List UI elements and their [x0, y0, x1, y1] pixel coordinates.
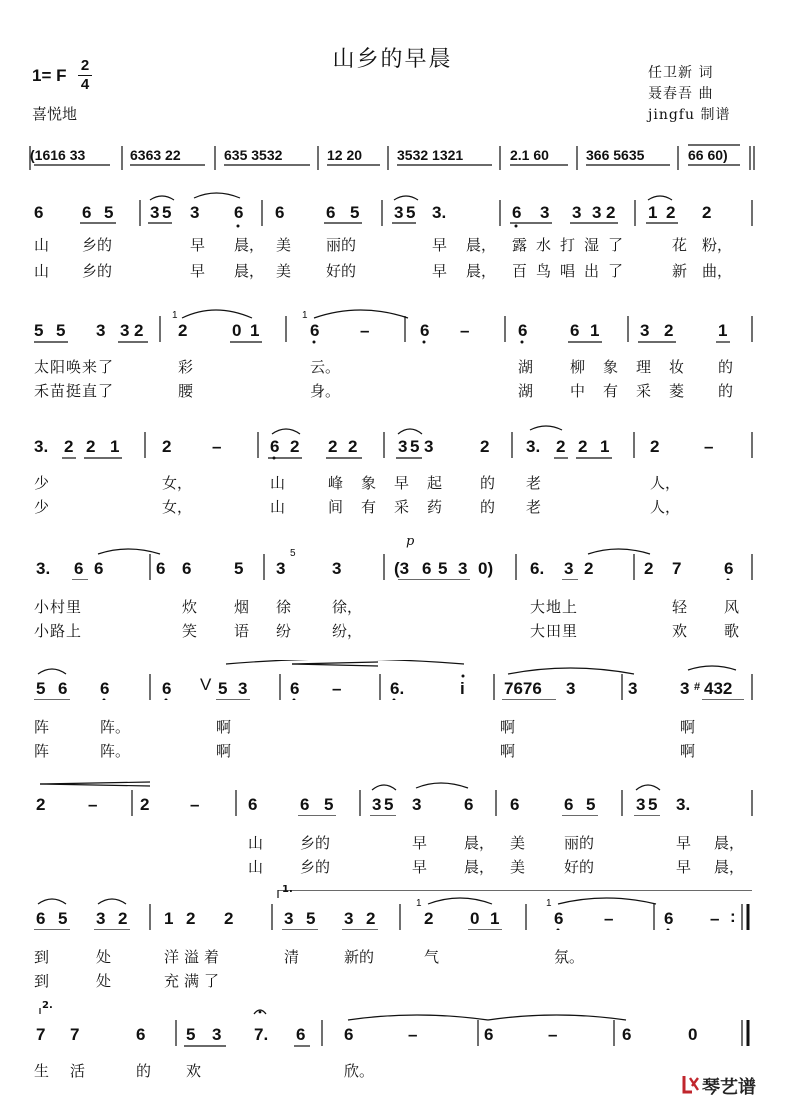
- time-signature-bottom: 4: [80, 76, 90, 93]
- svg-text:i: i: [460, 679, 465, 698]
- svg-text:635 3532: 635 3532: [224, 147, 283, 163]
- svg-text:(3: (3: [394, 559, 410, 578]
- time-signature: [78, 58, 92, 93]
- svg-text:2: 2: [328, 437, 338, 456]
- arranger-credit: jingfu 制谱: [648, 107, 731, 123]
- svg-text:–: –: [704, 437, 714, 456]
- svg-text:6: 6: [36, 909, 46, 928]
- svg-text:1: 1: [718, 321, 728, 340]
- svg-text:3: 3: [344, 909, 354, 928]
- svg-text:7.: 7.: [254, 1025, 269, 1044]
- row-3-lyrics-verse-1: 少 女， 山 峰象早起 的 老 人，: [34, 474, 681, 492]
- svg-text:6: 6: [34, 203, 44, 222]
- svg-text:2: 2: [140, 795, 150, 814]
- svg-text:1: 1: [416, 898, 422, 909]
- svg-text:1: 1: [250, 321, 260, 340]
- svg-text:5: 5: [648, 795, 658, 814]
- row-8-lyrics-verse-1: 生 活 的 欢 欣。: [34, 1062, 375, 1080]
- svg-text:–: –: [88, 795, 98, 814]
- svg-text:–: –: [212, 437, 222, 456]
- row-7-lyrics-verse-2: 到 处 充满了: [34, 972, 225, 990]
- svg-text:5: 5: [104, 203, 114, 222]
- svg-text:3: 3: [212, 1025, 222, 1044]
- svg-text:3: 3: [372, 795, 382, 814]
- svg-text:3: 3: [398, 437, 408, 456]
- svg-text:6: 6: [94, 559, 104, 578]
- intro-notation: [0, 140, 785, 180]
- svg-text:3: 3: [238, 679, 248, 698]
- svg-text:3: 3: [564, 559, 574, 578]
- svg-text:3.: 3.: [676, 795, 691, 814]
- svg-text:–: –: [460, 321, 470, 340]
- row-2-lyrics-verse-1: 太阳唤来了 彩 云。 湖 柳象理妆 的: [34, 358, 734, 376]
- svg-text:6: 6: [464, 795, 474, 814]
- svg-text:0: 0: [688, 1025, 698, 1044]
- svg-text:3: 3: [424, 437, 434, 456]
- row-4-notation: [0, 540, 785, 580]
- key-signature: 1= F: [32, 66, 67, 85]
- svg-text:6.: 6.: [390, 679, 405, 698]
- svg-text:3: 3: [628, 679, 638, 698]
- row-5-lyrics-verse-2: 阵 阵。 啊 啊 啊: [34, 742, 696, 760]
- svg-text:6: 6: [512, 203, 522, 222]
- svg-text:2: 2: [556, 437, 566, 456]
- svg-text:3: 3: [96, 321, 106, 340]
- score-row-3: [0, 420, 785, 516]
- svg-text:432: 432: [704, 679, 733, 698]
- svg-text:6: 6: [296, 1025, 306, 1044]
- row-7-notation: [0, 890, 785, 930]
- svg-text:2: 2: [650, 437, 660, 456]
- svg-text:3: 3: [150, 203, 160, 222]
- svg-text:2: 2: [162, 437, 172, 456]
- svg-text:–: –: [710, 909, 720, 928]
- row-6-lyrics-verse-2: 山 乡的 早 晨， 美 好的 早 晨，: [248, 858, 745, 876]
- row-8-notation: [0, 1008, 785, 1048]
- svg-text:5: 5: [384, 795, 394, 814]
- svg-text:6: 6: [420, 321, 430, 340]
- svg-text:2: 2: [86, 437, 96, 456]
- svg-text:V: V: [200, 675, 212, 694]
- row-5-notation: [0, 660, 785, 700]
- row-6-lyrics-verse-1: 山 乡的 早 晨， 美 丽的 早 晨，: [248, 834, 745, 852]
- svg-text:5: 5: [586, 795, 596, 814]
- svg-text:3: 3: [592, 203, 602, 222]
- svg-text:–: –: [332, 679, 342, 698]
- svg-text:7: 7: [672, 559, 682, 578]
- row-1-notation: [0, 190, 785, 230]
- svg-text:1: 1: [164, 909, 174, 928]
- svg-text:6: 6: [664, 909, 674, 928]
- svg-text:5: 5: [186, 1025, 196, 1044]
- svg-text:3.: 3.: [432, 203, 447, 222]
- svg-text:3: 3: [412, 795, 422, 814]
- svg-text:(1616 33: (1616 33: [30, 147, 86, 163]
- svg-text:3: 3: [572, 203, 582, 222]
- svg-text:3: 3: [120, 321, 130, 340]
- svg-text:5: 5: [58, 909, 68, 928]
- composer-credit: 聂春吾 曲: [648, 86, 714, 102]
- svg-text:6: 6: [554, 909, 564, 928]
- svg-text:3: 3: [190, 203, 200, 222]
- svg-text:2: 2: [224, 909, 234, 928]
- svg-text:3.: 3.: [36, 559, 51, 578]
- svg-text:1: 1: [490, 909, 500, 928]
- svg-text:2: 2: [348, 437, 358, 456]
- svg-text:6: 6: [484, 1025, 494, 1044]
- svg-text:5: 5: [350, 203, 360, 222]
- time-signature-top: 2: [80, 57, 90, 74]
- row-2-lyrics-verse-2: 禾苗挺直了 腰 身。 湖 中有采菱 的: [34, 382, 734, 400]
- score-row-2: [0, 304, 785, 400]
- score-row-5: [0, 660, 785, 760]
- svg-text:1: 1: [546, 898, 552, 909]
- svg-text:66 60): 66 60): [688, 147, 728, 163]
- svg-text:6: 6: [234, 203, 244, 222]
- svg-text:6: 6: [724, 559, 734, 578]
- svg-text:3.: 3.: [34, 437, 49, 456]
- svg-text:3: 3: [394, 203, 404, 222]
- row-2-notation: [0, 304, 785, 344]
- score-row-6: [0, 776, 785, 876]
- svg-text:0: 0: [470, 909, 480, 928]
- score-row-1: [0, 190, 785, 280]
- svg-text:5: 5: [218, 679, 228, 698]
- svg-text:1: 1: [110, 437, 120, 456]
- svg-text:2: 2: [64, 437, 74, 456]
- svg-text:2: 2: [424, 909, 434, 928]
- row-6-notation: [0, 776, 785, 816]
- svg-text:2: 2: [118, 909, 128, 928]
- svg-text:–: –: [604, 909, 614, 928]
- svg-text:3532 1321: 3532 1321: [397, 147, 464, 163]
- svg-text:6: 6: [510, 795, 520, 814]
- svg-text:#: #: [694, 681, 701, 693]
- svg-text:366 5635: 366 5635: [586, 147, 645, 163]
- svg-text:5: 5: [306, 909, 316, 928]
- svg-text:0): 0): [478, 559, 494, 578]
- svg-text:6: 6: [156, 559, 166, 578]
- svg-text:6: 6: [162, 679, 172, 698]
- song-title: 山乡的早晨: [332, 47, 453, 72]
- svg-text:3: 3: [566, 679, 576, 698]
- svg-text:6.: 6.: [530, 559, 545, 578]
- svg-text:3: 3: [332, 559, 342, 578]
- svg-text:2.1 60: 2.1 60: [510, 147, 549, 163]
- svg-text:6: 6: [182, 559, 192, 578]
- svg-text:–: –: [548, 1025, 558, 1044]
- svg-text:6: 6: [58, 679, 68, 698]
- volta-1: 1.: [282, 884, 293, 895]
- svg-text:3: 3: [640, 321, 650, 340]
- watermark-text: 琴艺谱: [702, 1077, 756, 1098]
- svg-text:2: 2: [606, 203, 616, 222]
- row-4-lyrics-verse-1: 小村里 炊 烟 徐 徐， 大地上 轻 风: [34, 598, 740, 616]
- svg-text:0: 0: [232, 321, 242, 340]
- svg-text:2: 2: [702, 203, 712, 222]
- svg-text:6: 6: [570, 321, 580, 340]
- svg-text:7676: 7676: [504, 679, 542, 698]
- svg-text:–: –: [360, 321, 370, 340]
- svg-text:6: 6: [74, 559, 84, 578]
- score-row-4: [0, 534, 785, 640]
- svg-text:3: 3: [680, 679, 690, 698]
- svg-text:2: 2: [134, 321, 144, 340]
- svg-text:5: 5: [410, 437, 420, 456]
- svg-text:2: 2: [584, 559, 594, 578]
- lyricist-credit: 任卫新 词: [648, 65, 714, 81]
- svg-text:5: 5: [234, 559, 244, 578]
- svg-text:6: 6: [100, 679, 110, 698]
- svg-text:5: 5: [34, 321, 44, 340]
- svg-text:5: 5: [36, 679, 46, 698]
- svg-text:7: 7: [70, 1025, 80, 1044]
- svg-text:6: 6: [326, 203, 336, 222]
- svg-text:3: 3: [96, 909, 106, 928]
- svg-text:6: 6: [622, 1025, 632, 1044]
- svg-text:6: 6: [248, 795, 258, 814]
- svg-text:6: 6: [344, 1025, 354, 1044]
- svg-text:2: 2: [366, 909, 376, 928]
- svg-text:12 20: 12 20: [327, 147, 363, 163]
- svg-text:3: 3: [458, 559, 468, 578]
- score-row-8: [0, 1000, 785, 1080]
- tempo-marking: 喜悦地: [32, 105, 78, 123]
- svg-text:3: 3: [284, 909, 294, 928]
- svg-text:5: 5: [438, 559, 448, 578]
- svg-text:6363 22: 6363 22: [130, 147, 181, 163]
- svg-text::: :: [730, 907, 736, 926]
- volta-2: 2.: [42, 1000, 53, 1011]
- svg-text:5: 5: [56, 321, 66, 340]
- svg-text:6: 6: [564, 795, 574, 814]
- svg-text:6: 6: [300, 795, 310, 814]
- svg-text:1: 1: [302, 310, 308, 321]
- svg-text:1: 1: [648, 203, 658, 222]
- row-3-lyrics-verse-2: 少 女， 山 间有采药 的 老 人，: [34, 498, 681, 516]
- svg-text:6: 6: [310, 321, 320, 340]
- svg-text:3: 3: [540, 203, 550, 222]
- svg-text:5: 5: [290, 548, 296, 559]
- intro-row: [0, 140, 785, 184]
- svg-text:6: 6: [518, 321, 528, 340]
- svg-text:2: 2: [666, 203, 676, 222]
- svg-text:2: 2: [480, 437, 490, 456]
- row-1-lyrics-verse-1: 山 乡的 早 晨， 美 丽的 早 晨， 露水打湿了 花 粉，: [34, 236, 733, 254]
- svg-text:2: 2: [186, 909, 196, 928]
- svg-text:1: 1: [600, 437, 610, 456]
- svg-text:5: 5: [406, 203, 416, 222]
- svg-text:3: 3: [276, 559, 286, 578]
- svg-text:2: 2: [578, 437, 588, 456]
- svg-text:5: 5: [162, 203, 172, 222]
- svg-text:6: 6: [275, 203, 285, 222]
- svg-text:2: 2: [644, 559, 654, 578]
- svg-text:6: 6: [270, 437, 280, 456]
- svg-text:3.: 3.: [526, 437, 541, 456]
- score-row-7: [0, 884, 785, 990]
- row-1-lyrics-verse-2: 山 乡的 早 晨， 美 好的 早 晨， 百鸟唱出了 新 曲，: [34, 262, 733, 280]
- svg-text:2: 2: [664, 321, 674, 340]
- row-4-lyrics-verse-2: 小路上 笑 语 纷 纷， 大田里 欢 歌: [34, 622, 740, 640]
- svg-text:–: –: [408, 1025, 418, 1044]
- logo-mark-icon: [680, 1072, 702, 1096]
- svg-text:2: 2: [178, 321, 188, 340]
- svg-text:6: 6: [422, 559, 432, 578]
- svg-text:1: 1: [172, 310, 178, 321]
- row-3-notation: [0, 420, 785, 460]
- dynamic-marking: p: [406, 534, 415, 549]
- watermark-logo: [680, 1070, 780, 1100]
- svg-text:6: 6: [290, 679, 300, 698]
- svg-text:2: 2: [36, 795, 46, 814]
- svg-text:6: 6: [82, 203, 92, 222]
- svg-text:5: 5: [324, 795, 334, 814]
- svg-text:7: 7: [36, 1025, 46, 1044]
- svg-text:6: 6: [136, 1025, 146, 1044]
- svg-text:–: –: [190, 795, 200, 814]
- svg-text:2: 2: [290, 437, 300, 456]
- row-5-lyrics-verse-1: 阵 阵。 啊 啊 啊: [34, 718, 696, 736]
- row-7-lyrics-verse-1: 到 处 洋溢着 清 新的 气 氛。: [34, 948, 585, 966]
- svg-text:1: 1: [590, 321, 600, 340]
- svg-text:3: 3: [636, 795, 646, 814]
